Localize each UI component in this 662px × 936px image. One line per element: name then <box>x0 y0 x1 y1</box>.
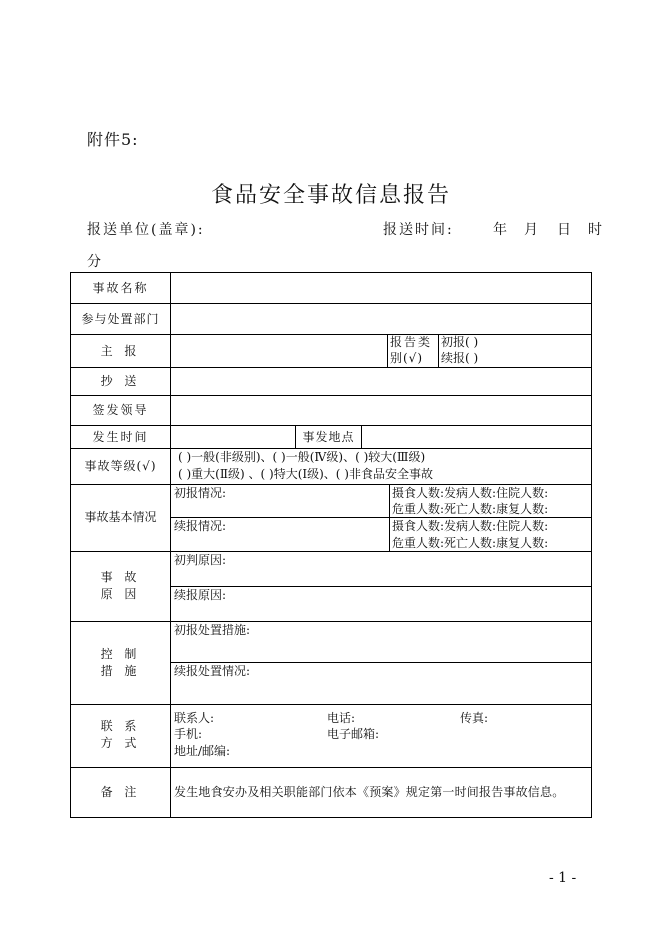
initial-stats-line1: 摄食人数:发病人数:住院人数: <box>392 486 549 500</box>
follow-measure-label: 续报处置情况: <box>174 664 251 678</box>
follow-situation-label: 续报情况: <box>174 519 227 533</box>
report-time-label: 报送时间: <box>383 222 454 238</box>
main-report-label: 主 报 <box>100 344 141 358</box>
follow-stats-line1: 摄食人数:发病人数:住院人数: <box>392 519 549 533</box>
initial-situation-cell[interactable] <box>170 484 390 518</box>
mobile-label: 手机: <box>174 727 203 741</box>
follow-situation-cell[interactable] <box>170 517 390 552</box>
accident-name-label-cell <box>70 272 171 304</box>
control-label-cell <box>70 621 171 705</box>
contact-label-line2: 方 式 <box>100 736 141 750</box>
occur-place-label-cell <box>295 425 362 449</box>
follow-stats-cell[interactable] <box>389 517 592 552</box>
follow-cause-label: 续报原因: <box>174 588 227 602</box>
report-type-options-cell <box>438 334 592 368</box>
report-type-label-cell <box>387 334 439 368</box>
control-label-line1: 控 制 <box>100 647 141 661</box>
cc-field[interactable] <box>170 367 592 396</box>
occur-time-field[interactable] <box>170 425 296 449</box>
initial-report-option[interactable]: 初报( ) <box>441 335 479 349</box>
hour-label: 时 <box>588 222 602 238</box>
accident-name-field[interactable] <box>170 272 592 304</box>
initial-situation-label: 初报情况: <box>174 486 227 500</box>
departments-label-cell <box>70 303 171 335</box>
basic-info-label: 事故基本情况 <box>84 510 157 524</box>
initial-cause-cell[interactable] <box>170 551 592 587</box>
leader-field[interactable] <box>170 395 592 426</box>
basic-info-label-cell <box>70 484 171 552</box>
initial-measure-cell[interactable] <box>170 621 592 663</box>
follow-cause-cell[interactable] <box>170 586 592 622</box>
cause-label-line1: 事 故 <box>100 570 141 584</box>
fax-label: 传真: <box>460 711 489 725</box>
initial-stats-line2: 危重人数:死亡人数:康复人数: <box>392 502 549 516</box>
follow-stats-line2: 危重人数:死亡人数:康复人数: <box>392 536 549 550</box>
cause-label-cell <box>70 551 171 622</box>
phone-label: 电话: <box>327 711 356 725</box>
minute-label: 分 <box>87 254 101 270</box>
page-number: - 1 - <box>549 870 577 886</box>
report-type-label-line2: 别(√) <box>390 351 424 365</box>
follow-measure-cell[interactable] <box>170 662 592 705</box>
page-title: 食品安全事故信息报告 <box>210 183 451 208</box>
cause-label-line2: 原 因 <box>100 587 141 601</box>
control-label-line2: 措 施 <box>100 664 141 678</box>
remarks-cell <box>170 767 592 818</box>
address-label: 地址/邮编: <box>174 744 231 758</box>
accident-name-label: 事故名称 <box>92 281 149 295</box>
main-report-field[interactable] <box>170 334 388 368</box>
level-options-line1[interactable]: ( )一般(非级别)、( )一般(Ⅳ级)、( )较大(Ⅲ级) <box>178 450 426 464</box>
level-options-cell <box>170 448 592 485</box>
contact-label-line1: 联 系 <box>100 719 141 733</box>
occur-place-field[interactable] <box>361 425 592 449</box>
initial-measure-label: 初报处置措施: <box>174 623 251 637</box>
level-label-cell <box>70 448 171 485</box>
remarks-text: 发生地食安办及相关职能部门依本《预案》规定第一时间报告事故信息。 <box>174 785 565 799</box>
cc-label: 抄 送 <box>100 374 141 388</box>
follow-report-option[interactable]: 续报( ) <box>441 351 479 365</box>
year-label: 年 <box>493 222 507 238</box>
departments-field[interactable] <box>170 303 592 335</box>
email-label: 电子邮箱: <box>327 727 380 741</box>
cc-label-cell <box>70 367 171 396</box>
main-report-label-cell <box>70 334 171 368</box>
occur-place-label: 事发地点 <box>302 430 355 444</box>
initial-stats-cell[interactable] <box>389 484 592 518</box>
level-label: 事故等级(√) <box>84 459 157 473</box>
departments-label: 参与处置部门 <box>81 312 160 326</box>
report-type-label-line1: 报告类 <box>390 335 433 349</box>
month-label: 月 <box>524 222 538 238</box>
report-unit-label: 报送单位(盖章): <box>87 222 205 238</box>
day-label: 日 <box>557 222 571 238</box>
remarks-label: 备 注 <box>100 785 141 799</box>
initial-cause-label: 初判原因: <box>174 553 227 567</box>
leader-label: 签发领导 <box>92 403 149 417</box>
contact-cell[interactable] <box>170 704 592 768</box>
contact-label-cell <box>70 704 171 768</box>
contact-person-label: 联系人: <box>174 711 215 725</box>
occur-time-label: 发生时间 <box>92 430 149 444</box>
annex-label: 附件5: <box>87 130 139 149</box>
remarks-label-cell <box>70 767 171 818</box>
leader-label-cell <box>70 395 171 426</box>
occur-time-label-cell <box>70 425 171 449</box>
level-options-line2[interactable]: ( )重大(Ⅱ级) 、( )特大(Ⅰ级)、( )非食品安全事故 <box>178 467 433 481</box>
